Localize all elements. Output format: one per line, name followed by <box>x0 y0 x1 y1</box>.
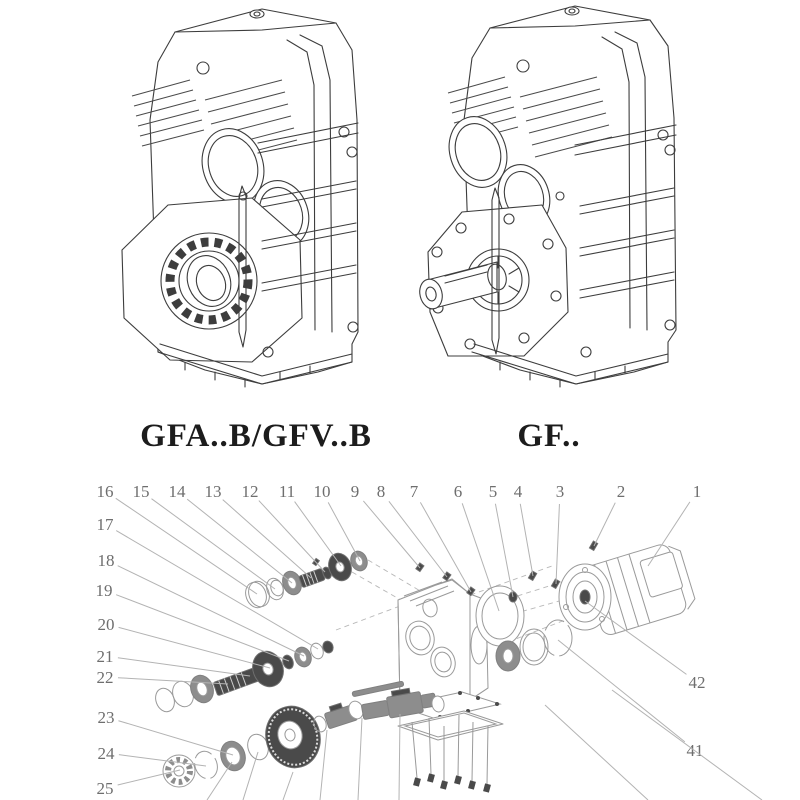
intermediate-shaft-parts <box>152 640 334 715</box>
leader-line-9 <box>363 501 420 568</box>
leader-line-2 <box>594 503 615 546</box>
callout-number-2: 2 <box>616 482 626 501</box>
cropped-leader-line <box>545 705 648 800</box>
leader-line-10 <box>328 502 360 561</box>
callout-number-41: 41 <box>686 741 704 760</box>
callout-number-1: 1 <box>692 482 702 501</box>
callout-number-3: 3 <box>555 482 565 501</box>
callout-number-14: 14 <box>168 482 186 501</box>
model-label-left: GFA..B/GFV..B <box>140 418 372 454</box>
callout-number-22: 22 <box>96 668 114 687</box>
callout-number-4: 4 <box>513 482 523 501</box>
leader-line-5 <box>495 504 513 597</box>
leader-line-23 <box>118 721 233 755</box>
leader-line-14 <box>187 499 292 583</box>
callout-number-19: 19 <box>95 581 113 600</box>
callout-number-8: 8 <box>376 482 386 501</box>
callout-number-21: 21 <box>96 647 114 666</box>
cropped-leader-line <box>283 772 293 800</box>
callout-number-11: 11 <box>278 482 296 501</box>
callout-number-15: 15 <box>132 482 150 501</box>
gearbox-drawing-foot-mounted <box>122 9 358 387</box>
model-label-right: GF.. <box>517 418 581 454</box>
callout-number-12: 12 <box>241 482 259 501</box>
gearbox-drawing-shaft-output <box>417 6 676 387</box>
callout-number-6: 6 <box>453 482 463 501</box>
cropped-leader-line <box>358 718 362 800</box>
callout-number-17: 17 <box>96 515 114 534</box>
callout-number-16: 16 <box>96 482 114 501</box>
leader-line-16 <box>116 498 257 594</box>
callout-number-13: 13 <box>204 482 222 501</box>
leader-line-15 <box>151 499 275 589</box>
cropped-leader-line <box>320 730 327 800</box>
leader-line-22 <box>118 678 228 684</box>
callout-number-23: 23 <box>97 708 115 727</box>
callout-number-24: 24 <box>97 744 115 763</box>
motor <box>559 539 698 637</box>
leader-line-21 <box>118 658 250 676</box>
leader-line-20 <box>119 627 270 668</box>
leader-line-25 <box>118 770 180 785</box>
exploded-view <box>96 482 763 800</box>
callout-number-9: 9 <box>350 482 360 501</box>
flange-rings <box>476 586 572 671</box>
leader-line-4 <box>520 504 533 576</box>
cropped-leader-line <box>612 690 762 800</box>
callout-number-18: 18 <box>97 551 115 570</box>
leader-line-11 <box>295 502 341 566</box>
cropped-leader-line <box>207 762 232 800</box>
leader-line-24 <box>119 755 206 766</box>
leader-line-13 <box>223 500 311 578</box>
leader-line-41 <box>558 640 685 742</box>
callout-number-10: 10 <box>313 482 331 501</box>
callout-number-42: 42 <box>688 673 706 692</box>
callout-number-20: 20 <box>97 615 115 634</box>
callout-number-7: 7 <box>409 482 419 501</box>
callout-number-5: 5 <box>488 482 498 501</box>
leader-line-3 <box>556 504 559 584</box>
callout-number-25: 25 <box>96 779 114 798</box>
